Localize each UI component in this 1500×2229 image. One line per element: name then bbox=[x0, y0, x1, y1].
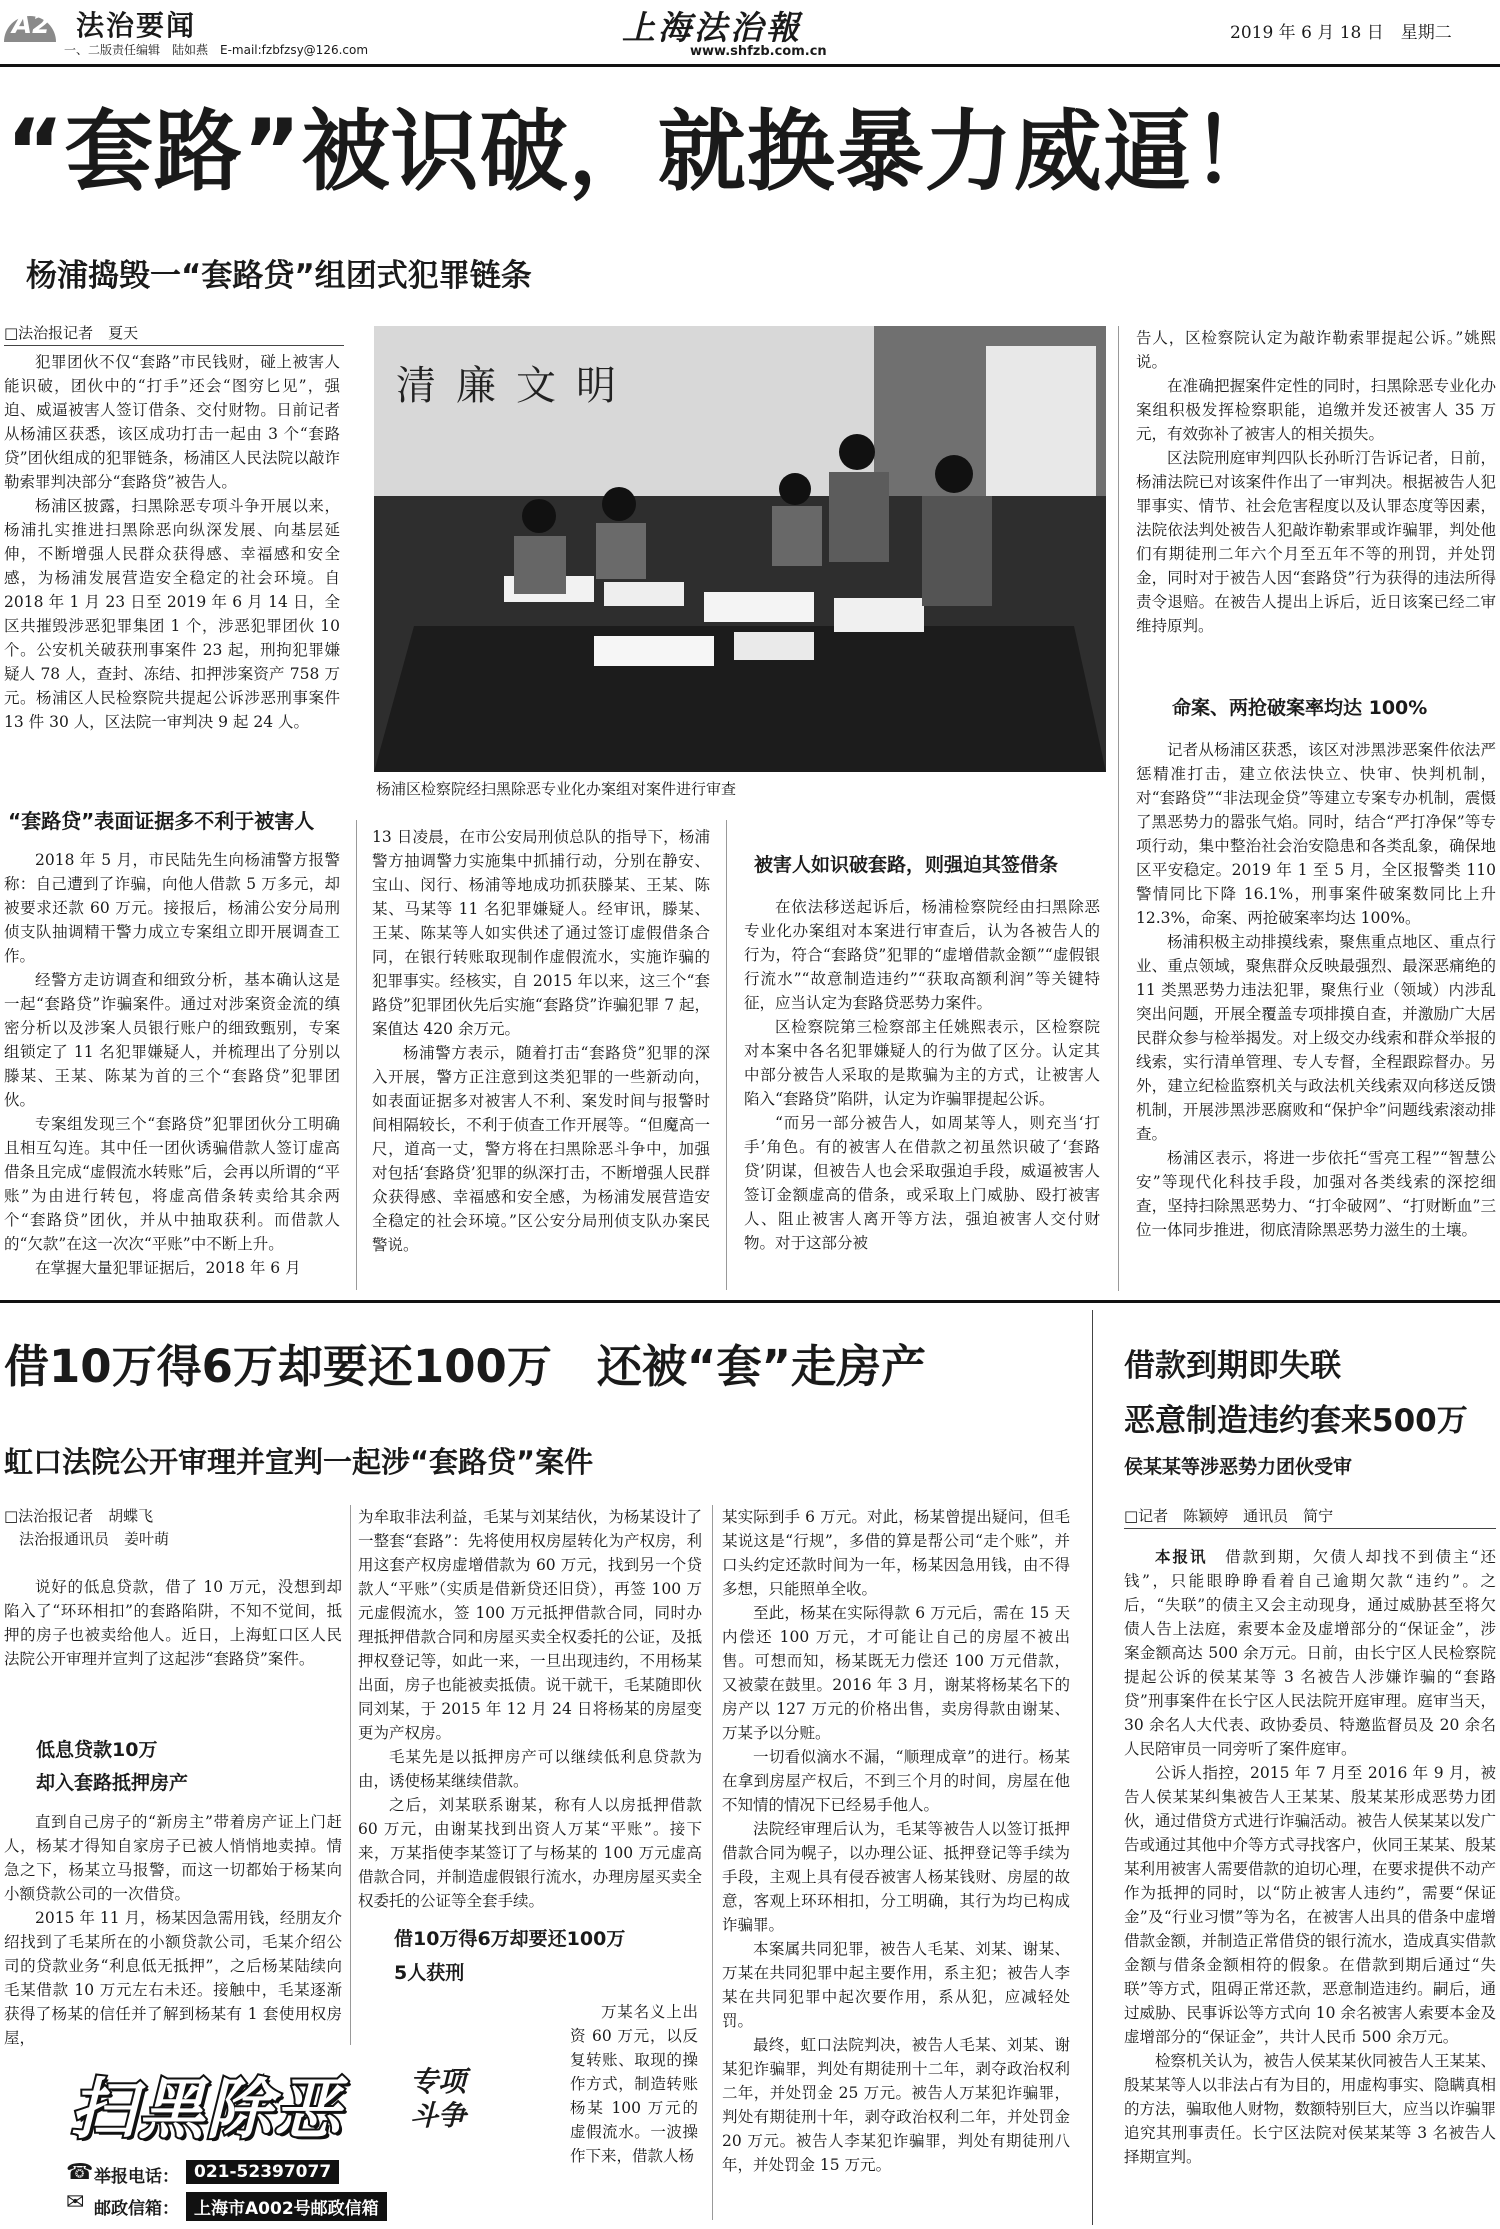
paragraph: 在掌握大量犯罪证据后，2018 年 6 月 bbox=[35, 1259, 301, 1277]
column-divider bbox=[356, 820, 357, 1290]
story2-subhead-2a: 借10万得6万却要还100万 bbox=[394, 1928, 626, 1950]
paragraph: 在依法移送起诉后，杨浦检察院经由扫黑除恶专业化办案组对本案进行审查后，认为各被告人的行为，符合“套路贷”犯罪的“虚增借款金额”“虚假银行流水”“故意制造违约”“获取高额利润”等关键特征，应当认定为套路贷恶势力案件。 bbox=[744, 898, 1100, 1012]
paragraph: 最终，虹口法院判决，被告人毛某、刘某、谢某犯诈骗罪，判处有期徒刑十二年，剥夺政治权利二年，并处罚金 25 万元。被告人万某犯诈骗罪，判处有期徒刑十年，剥夺政治权利二年，并处罚金 20 万元。被告人李某犯诈骗罪，判处有期徒刑八年，并处罚金 15 万元。 bbox=[722, 2036, 1070, 2174]
story3-subtitle: 侯某某等涉恶势力团伙受审 bbox=[1124, 1456, 1353, 1478]
page-number: A2 bbox=[12, 10, 51, 40]
paragraph: 法院经审理后认为，毛某等被告人以签订抵押借款合同为幌子，以办理公证、抵押登记等手续为手段，主观上具有侵吞被害人杨某钱财、房屋的故意，客观上环环相扣，分工明确，其行为均已构成诈骗罪。 bbox=[722, 1820, 1070, 1934]
story2-subhead-1b: 却入套路抵押房产 bbox=[36, 1772, 189, 1794]
issue-date: 2019 年 6 月 18 日 星期二 bbox=[1230, 23, 1452, 43]
mailbox-row bbox=[66, 2192, 486, 2220]
paragraph: 至此，杨某在实际得款 6 万元后，需在 15 天内偿还 100 万元，才可能让自己的房屋不被出售。可想而知，杨某既无力偿还 100 万元借款，又被蒙在鼓里。2016 年 3 月，谢某将杨某名下的房产以 127 万元的价格出售，卖房得款由谢某、万某予以分赃。 bbox=[722, 1604, 1070, 1742]
page-number-badge bbox=[0, 4, 60, 44]
story2-column-1b bbox=[4, 1810, 342, 2047]
story1-subtitle: 杨浦捣毁一“套路贷”组团式犯罪链条 bbox=[26, 258, 532, 294]
paragraph: 专案组发现三个“套路贷”犯罪团伙分工明确且相互勾连。其中任一团伙诱骗借款人签订虚高借条且完成“虚假流水转账”后，会再以所谓的“平账”为由进行转包，将虚高借条转卖给其余两个“套路贷”团伙，并从中抽取获利。而借款人的“欠款”在这一次次“平账”中不断上升。 bbox=[4, 1115, 340, 1253]
story2-column-2b bbox=[570, 2000, 698, 2220]
story1-column-1 bbox=[4, 350, 340, 790]
paragraph-text: 借款到期，欠债人却找不到债主“还钱”，只能眼睁睁看着自己逾期欠款“违约”。之后，“失联”的债主又会主动现身，通过威胁甚至将欠债人告上法庭，索要本金及虚增部分的“保证金”，涉案金额高达 500 余万元。日前，由长宁区人民检察院提起公诉的侯某某等 3 名被告人涉嫌诈骗的“套路贷”刑事案件在长宁区人民法院开庭审理。庭审当天，30 余名人大代表、政协委员、特邀监督员及 20 余名人民陪审员一同旁听了案件庭审。 bbox=[1124, 1548, 1496, 1758]
section-title: 法治要闻 bbox=[76, 9, 197, 42]
masthead: 上海法治報 bbox=[622, 8, 802, 47]
court-photo bbox=[374, 326, 1106, 772]
mail-icon: ✉ bbox=[66, 2190, 85, 2215]
paragraph: 万某名义上出资 60 万元，以反复转账、取现的操作方式，制造转账杨某 100 万元的虚假流水。一波操作下来，借款人杨 bbox=[570, 2003, 698, 2165]
column-divider bbox=[726, 820, 727, 1290]
story1-subhead-1: “套路贷”表面证据多不利于被害人 bbox=[8, 809, 315, 833]
paragraph: 毛某先是以抵押房产可以继续低利息贷款为由，诱使杨某继续借款。 bbox=[358, 1748, 702, 1790]
paragraph: 公诉人指控，2015 年 7 月至 2016 年 9 月，被告人侯某某纠集被告人王某某、殷某某形成恶势力团伙，通过借贷方式进行诈骗活动。被告人侯某某以发广告或通过其他中介等方式寻找客户，伙同王某某、殷某某利用被害人需要借款的迫切心理，在要求提供不动产作为抵押的同时，以“防止被害人违约”，需要“保证金”及“行业习惯”等为名，在被害人出具的借条中虚增借款金额，并制造正常借贷的银行流水，造成真实借款金额与借条金额相符的假象。在借款到期后通过“失联”等方式，阻碍正常还款，恶意制造违约。嗣后，通过威胁、民事诉讼等方式向 10 余名被害人索要本金及虚增部分的“保证金”，共计人民币 500 余万元。 bbox=[1124, 1764, 1497, 2046]
byline-underline bbox=[4, 345, 344, 346]
story3-byline: □记者 陈颖婷 通讯员 简宁 bbox=[1124, 1507, 1334, 1525]
hotline-label: 举报电话： bbox=[94, 2167, 179, 2187]
story1-subhead-3: 命案、两抢破案率均达 100% bbox=[1172, 697, 1428, 719]
story2-subhead-1a: 低息贷款10万 bbox=[36, 1739, 158, 1761]
paragraph: 某实际到手 6 万元。对此，杨某曾提出疑问，但毛某说这是“行规”，多借的算是帮公司“走个账”，并口头约定还款时间为一年，杨某因急用钱，由不得多想，只能照单全收。 bbox=[722, 1508, 1070, 1598]
paragraph: 13 日凌晨，在市公安局刑侦总队的指导下，杨浦警方抽调警力实施集中抓捕行动，分别在静安、宝山、闵行、杨浦等地成功抓获滕某、王某、陈某、马某等 11 名犯罪嫌疑人。经审讯，滕某、王某、陈某等人如实供述了通过签订虚假借条合同，在银行转账取现制作虚假流水，实施诈骗的犯罪事实。经核实，自 2015 年以来，这三个“套路贷”犯罪团伙先后实施“套路贷”诈骗犯罪 7 起，案值达 420 余万元。 bbox=[372, 828, 710, 1038]
paragraph: 说好的低息贷款，借了 10 万元，没想到却陷入了“环环相扣”的套路陷阱，不知不觉间，抵押的房子也被卖给他人。近日，上海虹口区人民法院公开审理并宣判了这起涉“套路贷”案件。 bbox=[4, 1578, 342, 1668]
paragraph: 直到自己房子的“新房主”带着房产证上门赶人，杨某才得知自家房子已被人悄悄地卖掉。情急之下，杨某立马报警，而这一切都始于杨某向小额贷款公司的一次借贷。 bbox=[4, 1813, 342, 1903]
paragraph: 在准确把握案件定性的同时，扫黑除恶专业化办案组积极发挥检察职能，追缴并发还被害人 35 万元，有效弥补了被害人的相关损失。 bbox=[1136, 377, 1496, 443]
banner-main-text: 扫黑除恶 bbox=[70, 2071, 342, 2148]
story2-subhead-2b: 5人获刑 bbox=[394, 1962, 465, 1984]
paragraph: 区检察院第三检察部主任姚熙表示，区检察院对本案中各名犯罪嫌疑人的行为做了区分。认定其中部分被告人采取的是欺骗为主的方式，让被害人陷入“套路贷”陷阱，认定为诈骗罪提起公诉。 bbox=[744, 1018, 1100, 1108]
story2-headline: 借10万得6万却要还100万 还被“套”走房产 bbox=[4, 1340, 927, 1393]
column-divider bbox=[1118, 326, 1119, 1291]
phone-icon: ☎ bbox=[66, 2160, 94, 2185]
story1-column-4 bbox=[1136, 326, 1496, 686]
paragraph: 杨浦区表示，将进一步依托“雪亮工程”“智慧公安”等现代化科技手段，加强对各类线索的深挖细查，坚持扫除黑恶势力、“打伞破网”、“打财断血”三位一体同步推进，彻底清除黑恶势力滋生的土壤。 bbox=[1136, 1149, 1496, 1239]
story1-column-1b bbox=[4, 848, 340, 1280]
paragraph: 2018 年 5 月，市民陆先生向杨浦警方报警称：自己遭到了诈骗，向他人借款 5 万多元，却被要求还款 60 万元。接报后，杨浦公安分局刑侦支队抽调精干警力成立专案组立即开展调查工作。 bbox=[4, 851, 340, 965]
story2-subtitle: 虹口法院公开审理并宣判一起涉“套路贷”案件 bbox=[4, 1445, 594, 1479]
paragraph: 2015 年 11 月，杨某因急需用钱，经朋友介绍找到了毛某所在的小额贷款公司，毛某介绍公司的贷款业务“利息低无抵押”，之后杨某陆续向毛某借款 10 万元左右未还。接触中，毛某逐渐获得了杨某的信任并了解到杨某有 1 套使用权房屋， bbox=[4, 1909, 342, 2047]
story2-column-2 bbox=[358, 1505, 702, 1910]
story3-headline-1: 借款到期即失联 bbox=[1124, 1348, 1341, 1384]
story1-byline: □法治报记者 夏天 bbox=[4, 324, 139, 342]
story3-headline-2: 恶意制造违约套来500万 bbox=[1124, 1403, 1468, 1439]
crackdown-banner bbox=[60, 2050, 564, 2160]
paragraph: 检察机关认为，被告人侯某某伙同被告人王某某、殷某某等人以非法占有为目的，用虚构事实、隐瞒真相的方法，骗取他人财物，数额特别巨大，应当以诈骗罪追究其刑事责任。长宁区法院对侯某某等 3 名被告人择期宣判。 bbox=[1124, 2052, 1497, 2166]
story2-column-1 bbox=[4, 1575, 342, 1743]
paragraph: 经警方走访调查和细致分析，基本确认这是一起“套路贷”诈骗案件。通过对涉案资金流的缜密分析以及涉案人员银行账户的细致甄别，专案组锁定了 11 名犯罪嫌疑人，并梳理出了分别以滕某、王某、陈某为首的三个“套路贷”犯罪团伙。 bbox=[4, 971, 340, 1109]
editor-line: 一、二版责任编辑 陆如燕 E-mail:fzbfzsy@126.com bbox=[64, 43, 369, 57]
paragraph: 区法院刑庭审判四队长孙昕汀告诉记者，日前，杨浦法院已对该案件作出了一审判决。根据被告人犯罪事实、情节、社会危害程度以及认罪态度等因素，法院依法判处被告人犯敲诈勒索罪或诈骗罪，判处他们有期徒刑二年六个月至五年不等的刑罚，并处罚金，同时对于被告人因“套路贷”行为获得的违法所得责令退赔。在被告人提出上诉后，近日该案已经二审维持原判。 bbox=[1136, 449, 1496, 635]
paragraph: 杨浦警方表示，随着打击“套路贷”犯罪的深入开展，警方正注意到这类犯罪的一些新动向，如表面证据多对被害人不利、案发时间与报警时间相隔较长，不利于侦查工作开展等。“但魔高一尺，道高一丈，警方将在扫黑除恶斗争中，加强对包括‘套路贷’犯罪的纵深打击，不断增强人民群众获得感、幸福感和安全感，为杨浦发展营造安全稳定的社会环境。”区公安分局刑侦支队办案民警说。 bbox=[372, 1044, 710, 1254]
column-divider bbox=[712, 1505, 713, 2220]
story2-column-3 bbox=[722, 1505, 1070, 2220]
paragraph: 之后，刘某联系谢某，称有人以房抵押借款 60 万元，由谢某找到出资人万某“平账”。接下来，万某指使李某签订了与杨某的 100 万元虚高借款合同，并制造虚假银行流水，办理房屋买卖全权委托的公证等全套手续。 bbox=[358, 1796, 702, 1910]
paragraph bbox=[1124, 1545, 1496, 1761]
column-divider bbox=[1092, 1310, 1093, 2225]
photo-wall-text: 清廉文明 bbox=[396, 363, 636, 409]
lead-tag: 本报讯 bbox=[1155, 1548, 1208, 1566]
story2-byline-2: 法治报通讯员 姜叶萌 bbox=[4, 1530, 170, 1548]
banner-side-text-1: 专项 bbox=[410, 2065, 467, 2098]
paragraph: 记者从杨浦区获悉，该区对涉黑涉恶案件依法严惩精准打击，建立依法快立、快审、快判机制，对“套路贷”“非法现金贷”等建立专案专办机制，震慑了黑恶势力的嚣张气焰。同时，结合“严打净保”等专项行动，集中整治社会治安隐患和各类乱象，确保地区平安稳定。2019 年 1 至 5 月，全区报警类 110 警情同比下降 16.1%，刑事案件破案数同比上升 12.3%，命案、两抢破案率均达 100%。 bbox=[1136, 741, 1496, 927]
story1-column-4b bbox=[1136, 738, 1496, 1290]
column-divider bbox=[350, 1505, 351, 2045]
story1-column-2 bbox=[372, 825, 710, 1280]
banner-side-text-2: 斗争 bbox=[410, 2099, 467, 2132]
story2-byline-1: □法治报记者 胡蝶飞 bbox=[4, 1507, 154, 1525]
paragraph: 杨浦区披露，扫黑除恶专项斗争开展以来，杨浦扎实推进扫黑除恶向纵深发展、向基层延伸，不断增强人民群众获得感、幸福感和安全感，为杨浦发展营造安全稳定的社会环境。自 2018 年 1 月 23 日至 2019 年 6 月 14 日，全区共摧毁涉恶犯罪集团 1 个，涉恶犯罪团伙 10 个。公安机关破获刑事案件 23 起，刑拘犯罪嫌疑人 78 人，查封、冻结、扣押涉案资产 758 万元。杨浦区人民检察院共提起公诉涉恶刑事案件 13 件 30 人，区法院一审判决 9 起 24 人。 bbox=[4, 497, 340, 731]
paragraph: 告人，区检察院认定为敲诈勒索罪提起公诉。”姚熙说。 bbox=[1136, 329, 1496, 371]
photo-caption: 杨浦区检察院经扫黑除恶专业化办案组对案件进行审查 bbox=[376, 780, 737, 798]
website: www.shfzb.com.cn bbox=[690, 44, 827, 59]
mail-address: 上海市A002号邮政信箱 bbox=[186, 2192, 387, 2221]
paragraph: 为牟取非法利益，毛某与刘某结伙，为杨某设计了一整套“套路”：先将使用权房屋转化为产权房，利用这套产权房虚增借款为 60 万元，找到另一个贷款人“平账”（实质是借新贷还旧贷），再签 100 万元虚假流水，签 100 万元抵押借款合同，同时办理抵押借款合同和房屋买卖全权委托的公证，及抵押权登记等，如此一来，一旦出现违约，不用杨某出面，房子也能被卖抵债。说干就干，毛某随即伙同刘某，于 2015 年 12 月 24 日将杨某的房屋变更为产权房。 bbox=[358, 1508, 702, 1742]
section-divider bbox=[0, 1300, 1500, 1303]
paragraph: “而另一部分被告人，如周某等人，则充当‘打手’角色。有的被害人在借款之初虽然识破了‘套路贷’阴谋，但被告人也会采取强迫手段，威逼被害人签订金额虚高的借条，或采取上门威胁、殴打被害人、阻止被害人离开等方法，强迫被害人交付财物。对于这部分被 bbox=[744, 1114, 1100, 1252]
story1-subhead-2: 被害人如识破套路，则强迫其签借条 bbox=[754, 854, 1059, 876]
header-rule bbox=[0, 64, 1500, 67]
paragraph: 犯罪团伙不仅“套路”市民钱财，碰上被害人能识破，团伙中的“打手”还会“图穷匕见”，强迫、威逼被害人签订借条、交付财物。日前记者从杨浦区获悉，该区成功打击一起由 3 个“套路贷”团伙组成的犯罪链条，杨浦区人民法院以敲诈勒索罪判决部分“套路贷”被告人。 bbox=[4, 353, 340, 491]
hotline-row bbox=[66, 2160, 466, 2188]
hotline-number: 021-52397077 bbox=[186, 2160, 339, 2184]
story1-headline: “套路”被识破，就换暴力威逼！ bbox=[6, 100, 1281, 203]
paragraph: 杨浦积极主动排摸线索，聚焦重点地区、重点行业、重点领域，聚焦群众反映最强烈、最深恶痛绝的 11 类黑恶势力违法犯罪，聚焦行业（领域）内涉乱突出问题，开展全覆盖专项排摸自查，并激励广大居民群众参与检举揭发。对上级交办线索和群众举报的线索，实行清单管理、专人专督，全程跟踪督办。另外，建立纪检监察机关与政法机关线索双向移送反馈机制，开展涉黑涉恶腐败和“保护伞”问题线索滚动排查。 bbox=[1136, 933, 1496, 1143]
mail-label: 邮政信箱： bbox=[94, 2199, 179, 2219]
story3-body bbox=[1124, 1545, 1496, 2225]
paragraph: 本案属共同犯罪，被告人毛某、刘某、谢某、万某在共同犯罪中起主要作用，系主犯；被告人李某在共同犯罪中起次要作用，系从犯，应减轻处罚。 bbox=[722, 1940, 1070, 2030]
paragraph: 一切看似滴水不漏，“顺理成章”的进行。杨某在拿到房屋产权后，不到三个月的时间，房屋在他不知情的情况下已经易手他人。 bbox=[722, 1748, 1070, 1814]
story1-column-3 bbox=[744, 895, 1100, 1280]
byline-underline bbox=[1124, 1528, 1496, 1529]
